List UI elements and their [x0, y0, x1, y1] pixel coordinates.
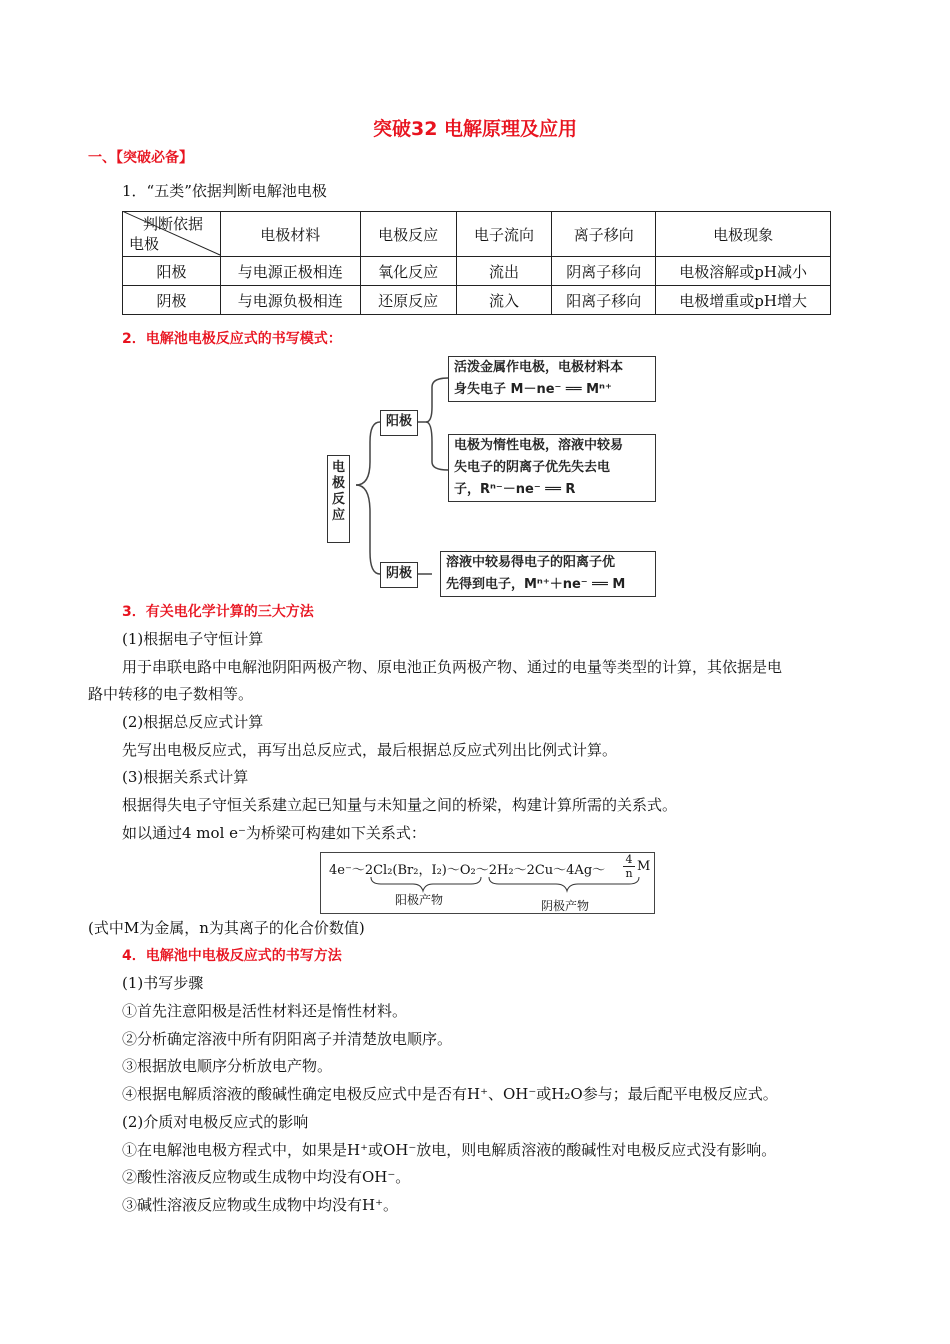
anode-case2-line3: 子，Rⁿ⁻－ne⁻ ══ R: [454, 482, 576, 497]
medium-item: ③碱性溶液反应物或生成物中均没有H⁺。: [122, 1196, 399, 1214]
table-cell: 阳极: [123, 257, 221, 286]
method2-title: (2)根据总反应式计算: [122, 713, 264, 731]
header-cell: 电极现象: [656, 212, 831, 257]
table-cell: 流入: [456, 286, 552, 315]
fraction-denominator: n: [623, 866, 635, 880]
table-cell: 与电源负极相连: [220, 286, 360, 315]
table-diagonal-line: [122, 211, 222, 257]
table-cell: 还原反应: [360, 286, 456, 315]
table-cell: 流出: [456, 257, 552, 286]
corner-top-label: 判断依据: [143, 215, 204, 233]
method1-text-line1: 用于串联电路中电解池阴阳两极产物、原电池正负两极产物、通过的电量等类型的计算，其依据是电: [122, 658, 783, 676]
formula-main: 4e⁻～2Cl₂(Br₂，I₂)～O₂～2H₂～2Cu～4Ag～: [329, 863, 606, 878]
anode-case2-line2: 失电子的阴离子优先失去电: [454, 460, 611, 475]
method3-text-line1: 根据得失电子守恒关系建立起已知量与未知量之间的桥梁，构建计算所需的关系式。: [122, 796, 678, 814]
table-cell: 电极增重或pH增大: [656, 286, 831, 315]
item4-heading: 4．电解池中电极反应式的书写方法: [122, 948, 342, 964]
table-cell: 氧化反应: [360, 257, 456, 286]
table-cell: 阳离子移向: [552, 286, 656, 315]
formula-note: (式中M为金属，n为其离子的化合价数值): [88, 919, 365, 937]
medium-title: (2)介质对电极反应式的影响: [122, 1113, 309, 1131]
anode-inert-electrode-box: [448, 434, 656, 502]
table-row: [123, 257, 831, 286]
step-item: ②分析确定溶液中所有阴阳离子并清楚放电顺序。: [122, 1030, 453, 1048]
fraction-numerator: 4: [625, 853, 633, 866]
medium-item: ②酸性溶液反应物或生成物中均没有OH⁻。: [122, 1168, 411, 1186]
table-header-row: [123, 212, 831, 257]
anode-case1-line2: 身失电子 M－ne⁻ ══ Mⁿ⁺: [454, 382, 612, 397]
item2-heading: 2．电解池电极反应式的书写模式：: [122, 331, 342, 347]
method1-text-line2: 路中转移的电子数相等。: [88, 685, 254, 703]
table-row: [123, 286, 831, 315]
item1-heading: 1．“五类”依据判断电解池电极: [122, 182, 327, 200]
method2-text: 先写出电极反应式，再写出总反应式，最后根据总反应式列出比例式计算。: [122, 741, 618, 759]
step-item: ④根据电解质溶液的酸碱性确定电极反应式中是否有H⁺、OH⁻或H₂O参与；最后配平电极反应式。: [122, 1085, 778, 1103]
anode-active-metal-box: [448, 356, 656, 402]
cathode-reaction-box: [440, 551, 656, 597]
anode-case2-line1: 电极为惰性电极，溶液中较易: [454, 438, 624, 453]
cathode-products-label: 阴极产物: [541, 899, 590, 913]
corner-bottom-label: 电极: [129, 235, 160, 253]
method3-title: (3)根据关系式计算: [122, 768, 249, 786]
table-cell: 阴极: [123, 286, 221, 315]
header-cell: 离子移向: [552, 212, 656, 257]
step-item: ③根据放电顺序分析放电产物。: [122, 1057, 333, 1075]
cathode-case-line1: 溶液中较易得电子的阳离子优: [446, 555, 616, 570]
header-cell: 电极反应: [360, 212, 456, 257]
header-cell: 电子流向: [456, 212, 552, 257]
table-cell: 电极溶解或pH减小: [656, 257, 831, 286]
anode-box: 阳极: [380, 410, 418, 436]
item3-heading: 3．有关电化学计算的三大方法: [122, 604, 314, 620]
relation-formula: [320, 852, 655, 914]
section-heading: 一、【突破必备】: [88, 150, 193, 166]
formula-metal: M: [637, 859, 651, 874]
step-item: ①首先注意阳极是活性材料还是惰性材料。: [122, 1002, 408, 1020]
diagram-root-box: 电极反应: [327, 455, 350, 543]
formula-braces: [321, 875, 654, 897]
steps-title: (1)书写步骤: [122, 974, 204, 992]
header-cell: 电极材料: [220, 212, 360, 257]
medium-item: ①在电解池电极方程式中，如果是H⁺或OH⁻放电，则电解质溶液的酸碱性对电极反应式没有影响。: [122, 1141, 777, 1159]
page-title: 突破32 电解原理及应用: [372, 118, 578, 140]
table-cell: 阴离子移向: [552, 257, 656, 286]
anode-case1-line1: 活泼金属作电极，电极材料本: [454, 360, 624, 375]
method3-text-line2: 如以通过4 mol e⁻为桥梁可构建如下关系式：: [122, 824, 426, 842]
table-cell: 与电源正极相连: [220, 257, 360, 286]
method1-title: (1)根据电子守恒计算: [122, 630, 264, 648]
cathode-box: 阴极: [380, 562, 418, 588]
anode-products-label: 阳极产物: [395, 893, 444, 907]
electrode-judgment-table: [122, 211, 831, 315]
cathode-case-line2: 先得到电子，Mⁿ⁺＋ne⁻ ══ M: [446, 577, 626, 592]
